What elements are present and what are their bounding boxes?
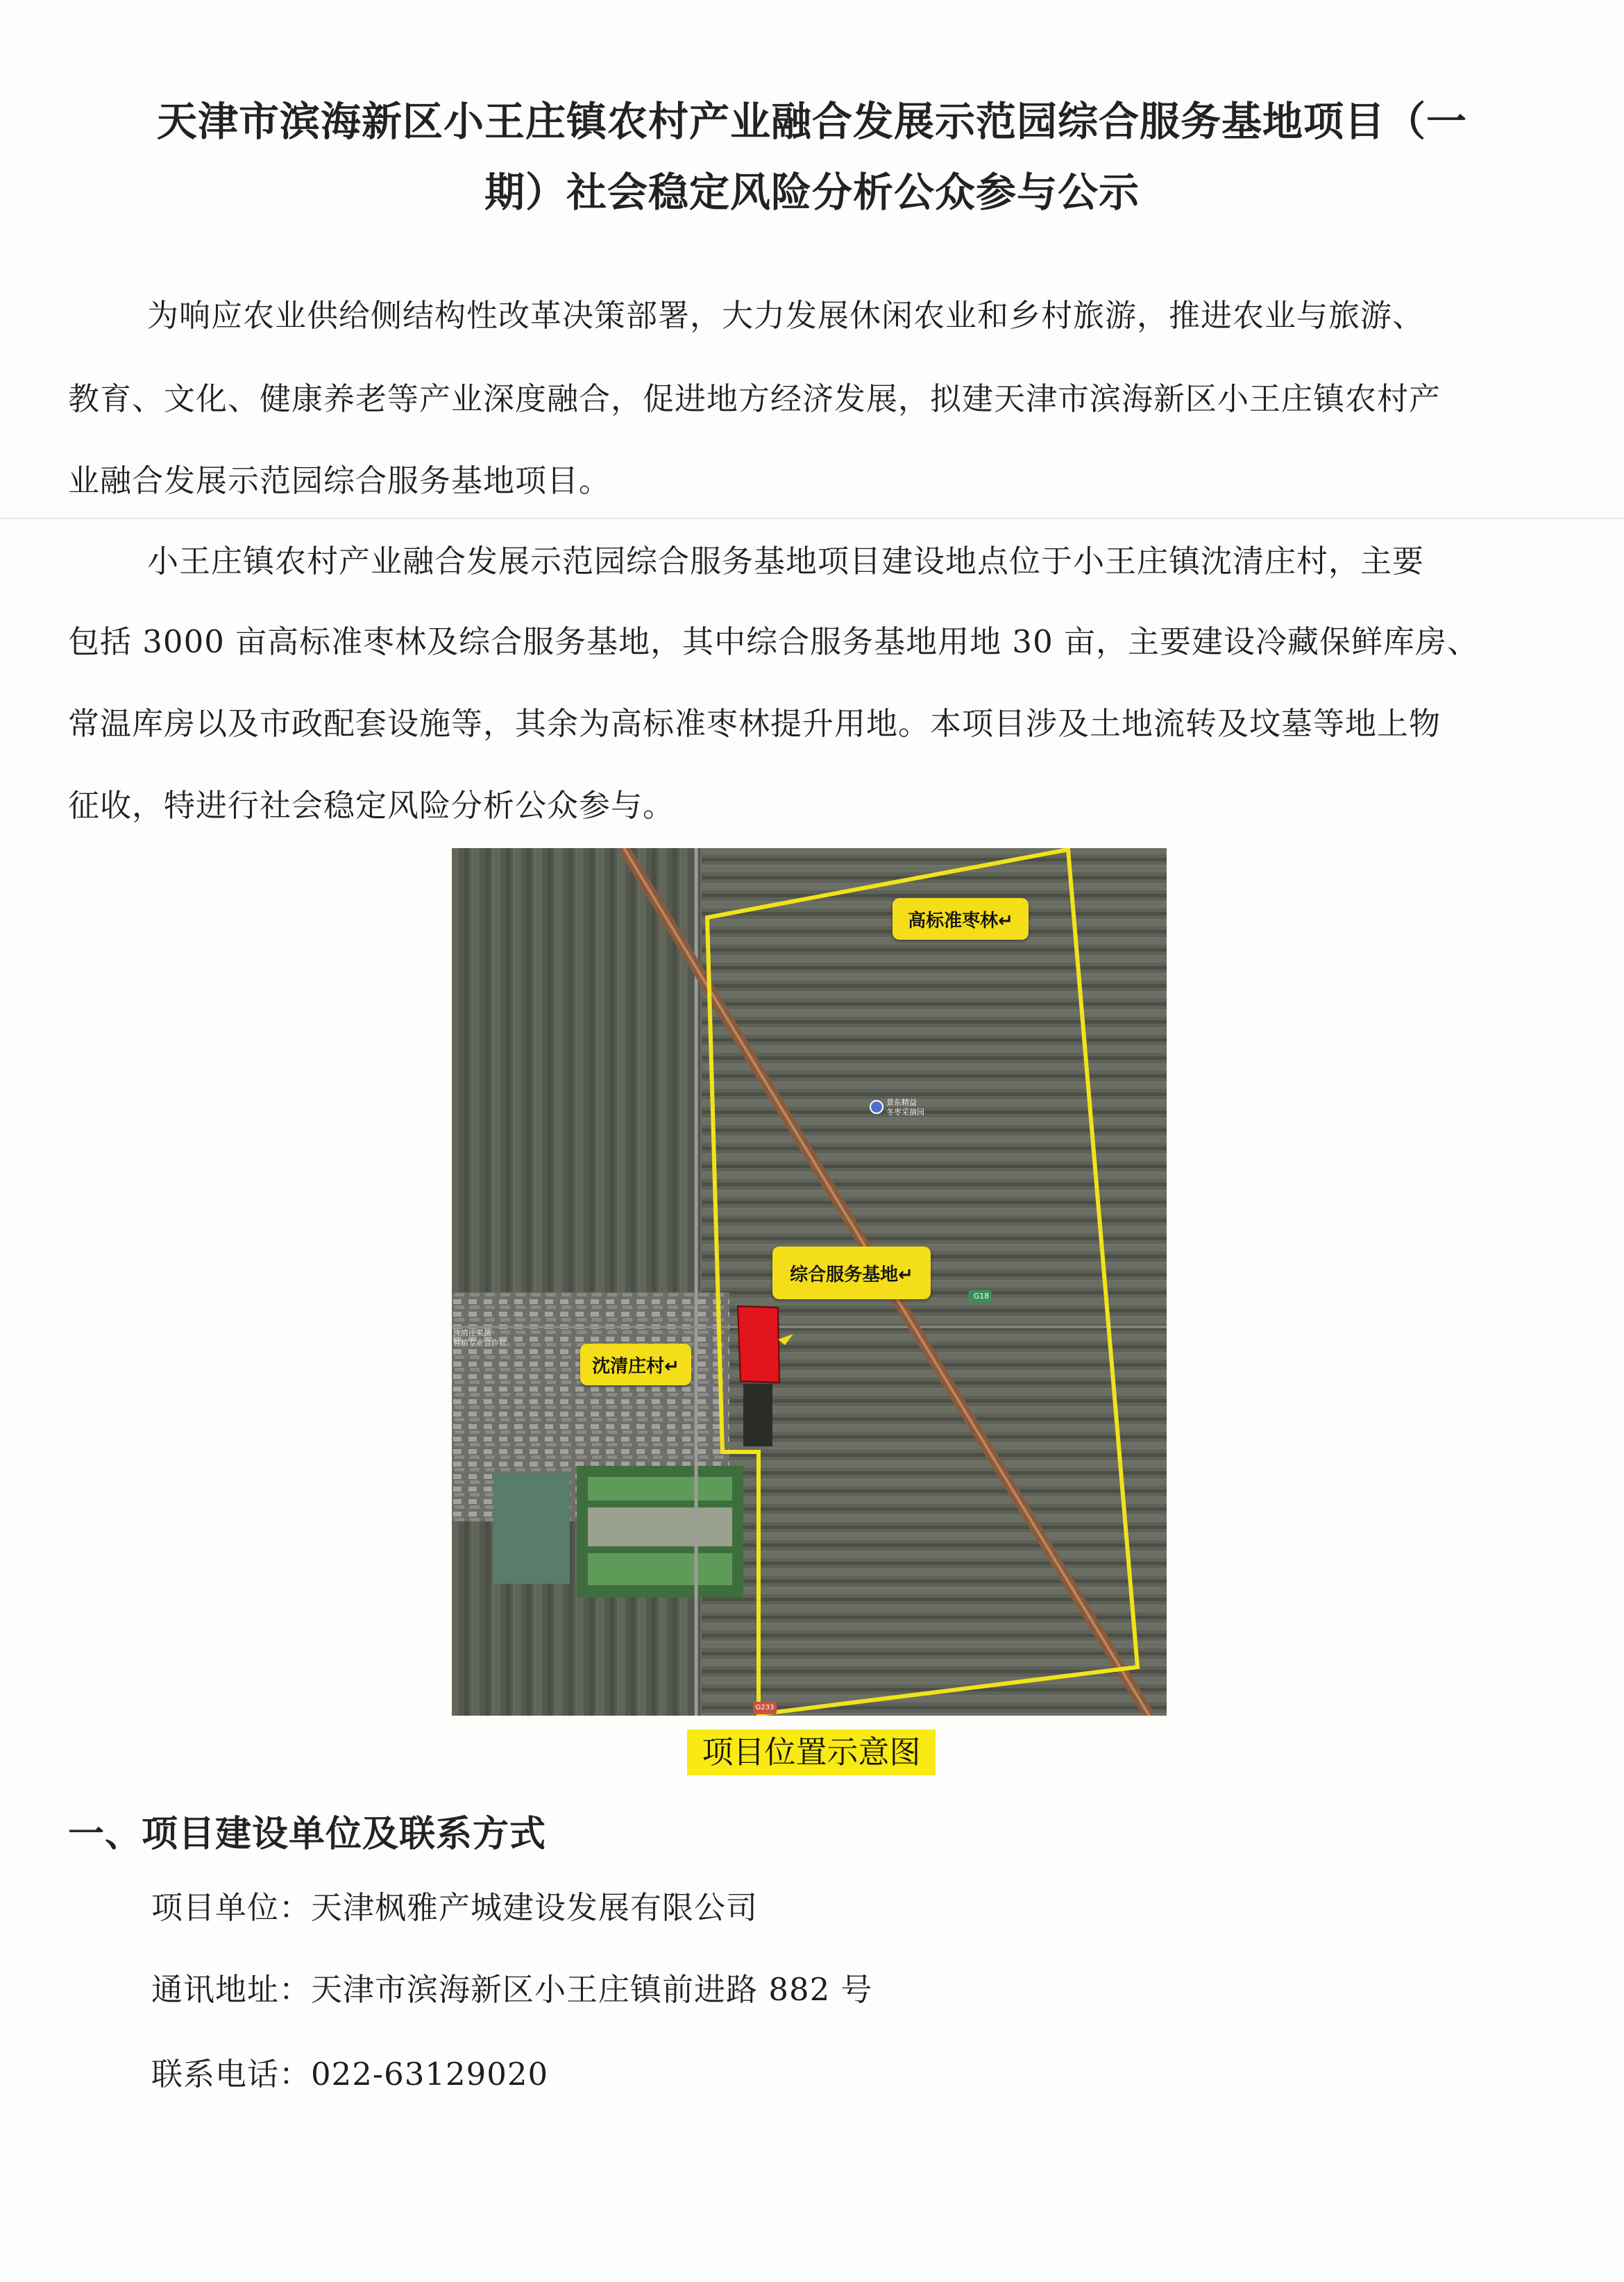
phone-value: 022-63129020 (311, 2056, 549, 2093)
address-label: 通讯地址： (151, 1971, 312, 2008)
label-service-base: 综合服务基地↵ (772, 1246, 931, 1299)
address-value: 天津市滨海新区小王庄镇前进路 882 号 (311, 1971, 873, 2008)
paragraph-2-line-1: 小王庄镇农村产业融合发展示范园综合服务基地项目建设地点位于小王庄镇沈清庄村，主要 (147, 543, 1425, 580)
section-1-heading: 一、项目建设单位及联系方式 (68, 1813, 547, 1855)
project-unit-row (151, 1882, 758, 1927)
document-title-line-1: 天津市滨海新区小王庄镇农村产业融合发展示范园综合服务基地项目（一 (156, 98, 1467, 145)
paragraph-2-line-2: 包括 3000 亩高标准枣林及综合服务基地，其中综合服务基地用地 30 亩，主要建设冷藏保鲜库房、 (68, 623, 1480, 660)
map-caption: 项目位置示意图 (687, 1730, 936, 1775)
paragraph-2-line-3: 常温库房以及市政配套设施等，其余为高标准枣林提升用地。本项目涉及土地流转及坟墓等地上物 (68, 705, 1441, 742)
paragraph-1-line-1: 为响应农业供给侧结构性改革决策部署，大力发展休闲农业和乡村旅游，推进农业与旅游、 (147, 297, 1425, 334)
poi-marker-icon (870, 1101, 883, 1113)
paragraph-1-line-2: 教育、文化、健康养老等产业深度融合，促进地方经济发展，拟建天津市滨海新区小王庄镇农村产 (68, 380, 1441, 417)
label-jujube-forest: 高标准枣林↵ (893, 898, 1029, 940)
project-unit-value: 天津枫雅产城建设发展有限公司 (311, 1889, 759, 1926)
document-title-line-2: 期）社会稳定风险分析公众参与公示 (484, 169, 1140, 216)
poi-label: 景东精益 冬枣采摘园 (886, 1098, 924, 1117)
phone-label: 联系电话： (151, 2056, 312, 2093)
project-unit-label: 项目单位： (151, 1889, 312, 1926)
cooperative-label: 沈清庄果蔬 种植专业合作社 (453, 1328, 507, 1347)
highway-shield-label: G18 (973, 1292, 990, 1301)
phone-row (151, 2049, 548, 2094)
paragraph-2-line-4: 征收，特进行社会稳定风险分析公众参与。 (68, 787, 675, 824)
service-base-parcel (738, 1306, 779, 1383)
road-shield-label: G233 (755, 1704, 775, 1712)
map-east-fields (702, 848, 1167, 1716)
address-row (151, 1964, 873, 2009)
ponds (493, 1473, 570, 1584)
scan-fold-line (0, 518, 1624, 519)
paragraph-1-line-3: 业融合发展示范园综合服务基地项目。 (68, 462, 611, 499)
project-location-map (452, 848, 1167, 1716)
label-village: 沈清庄村↵ (580, 1344, 691, 1385)
